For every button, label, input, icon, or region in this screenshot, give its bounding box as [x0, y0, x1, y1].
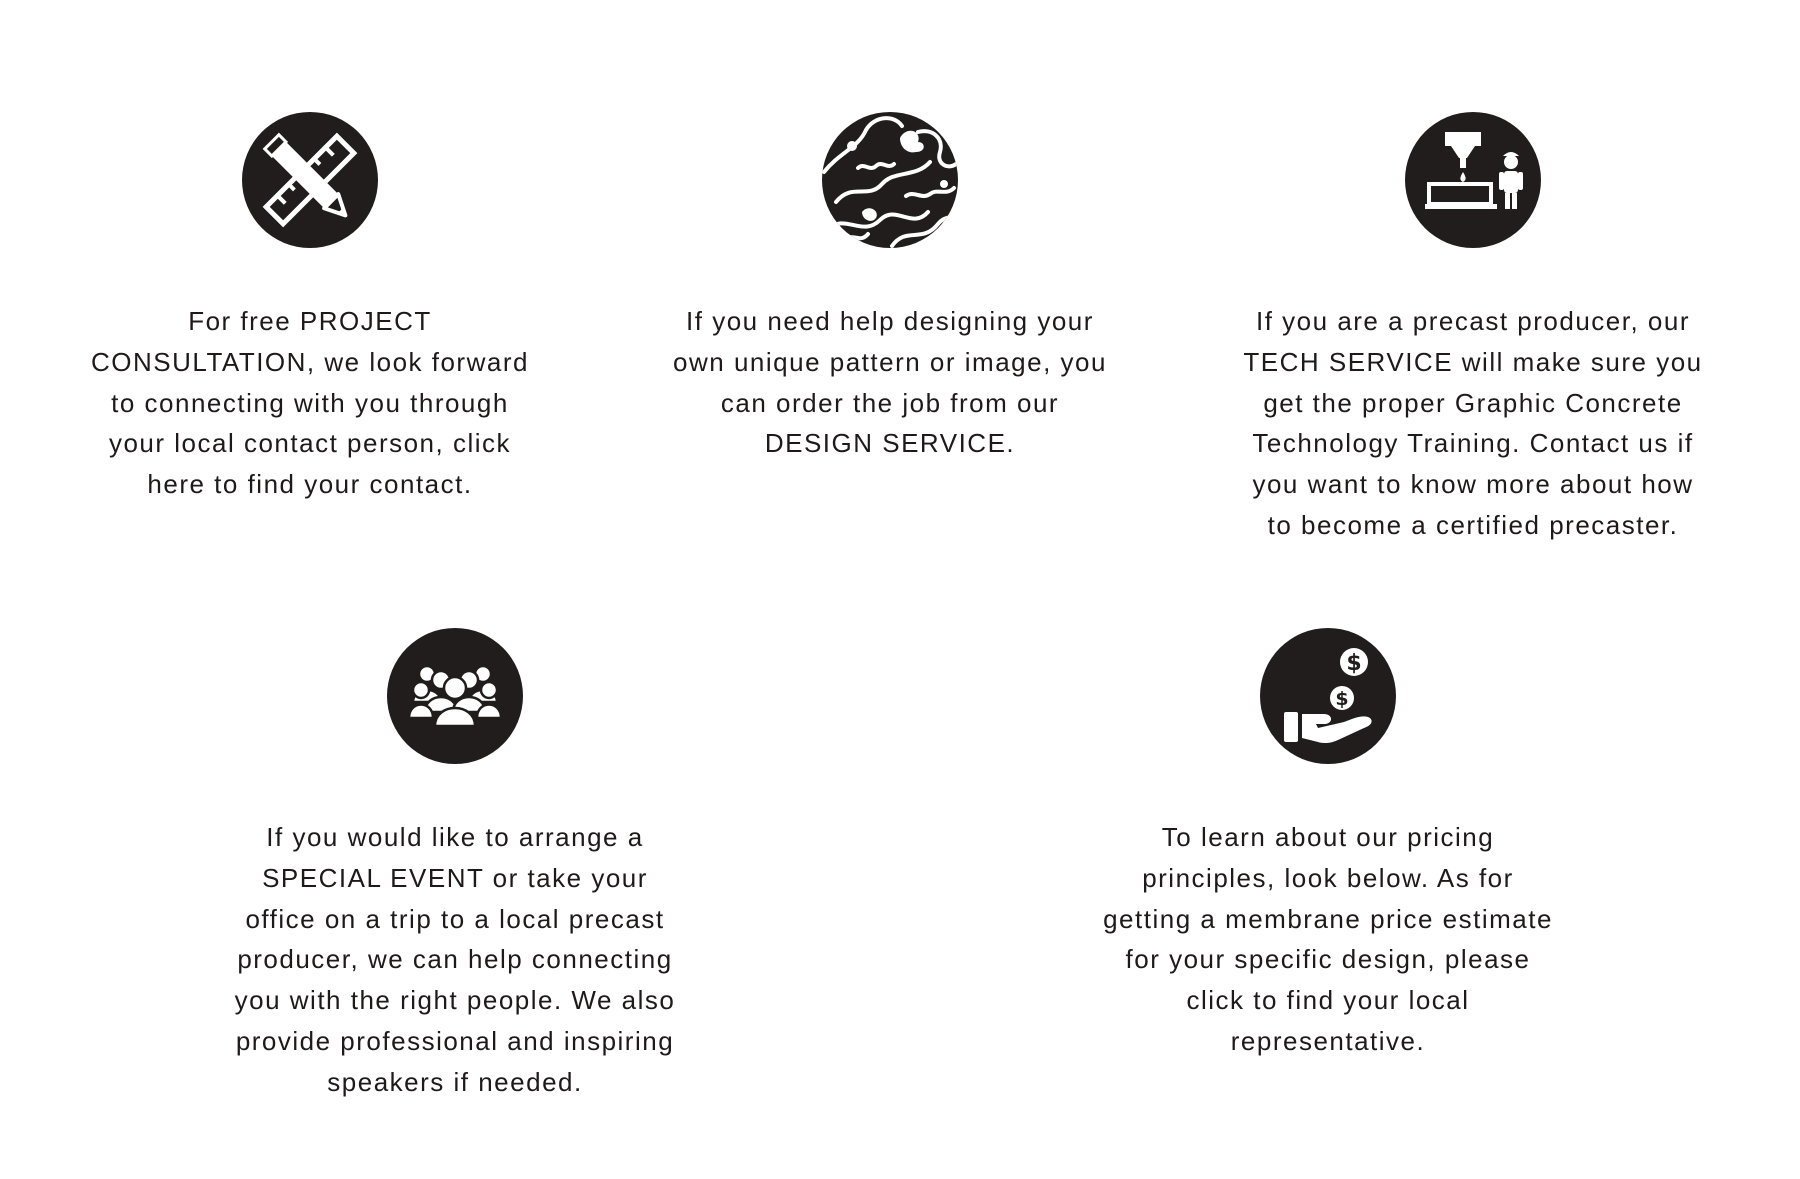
service-special-event: [220, 628, 690, 1103]
hand-coins-icon[interactable]: [1260, 628, 1396, 764]
service-project-consultation: [75, 112, 545, 505]
service-design: [655, 112, 1125, 464]
project-consultation-text[interactable]: For free PROJECT CONSULTATION, we look forward to connecting with you through your local contact person, click here to find your contact.: [91, 306, 529, 500]
tech-service-text[interactable]: If you are a precast producer, our TECH SERVICE will make sure you get the proper Graphic Concrete Technology Training. Contact us if you want to know more about how to become a certified precaster.: [1243, 306, 1703, 540]
pencil-ruler-icon[interactable]: [242, 112, 378, 248]
precast-worker-icon[interactable]: [1405, 112, 1541, 248]
pricing-text[interactable]: To learn about our pricing principles, look below. As for getting a membrane price estimate for your specific design, please click to find your local representative.: [1103, 822, 1553, 1056]
design-service-text[interactable]: If you need help designing your own unique pattern or image, you can order the job from our DESIGN SERVICE.: [673, 306, 1107, 459]
pattern-image-icon[interactable]: [822, 112, 958, 248]
svg-text:$: $: [1335, 688, 1349, 710]
service-tech: [1238, 112, 1708, 546]
group-people-icon[interactable]: [387, 628, 523, 764]
special-event-text[interactable]: If you would like to arrange a SPECIAL EVENT or take your office on a trip to a local precast producer, we can help connecting you with the right people. We also provide professional and inspiring speakers if needed.: [234, 822, 676, 1097]
service-pricing: [1093, 628, 1563, 1062]
svg-text:$: $: [1346, 651, 1362, 676]
